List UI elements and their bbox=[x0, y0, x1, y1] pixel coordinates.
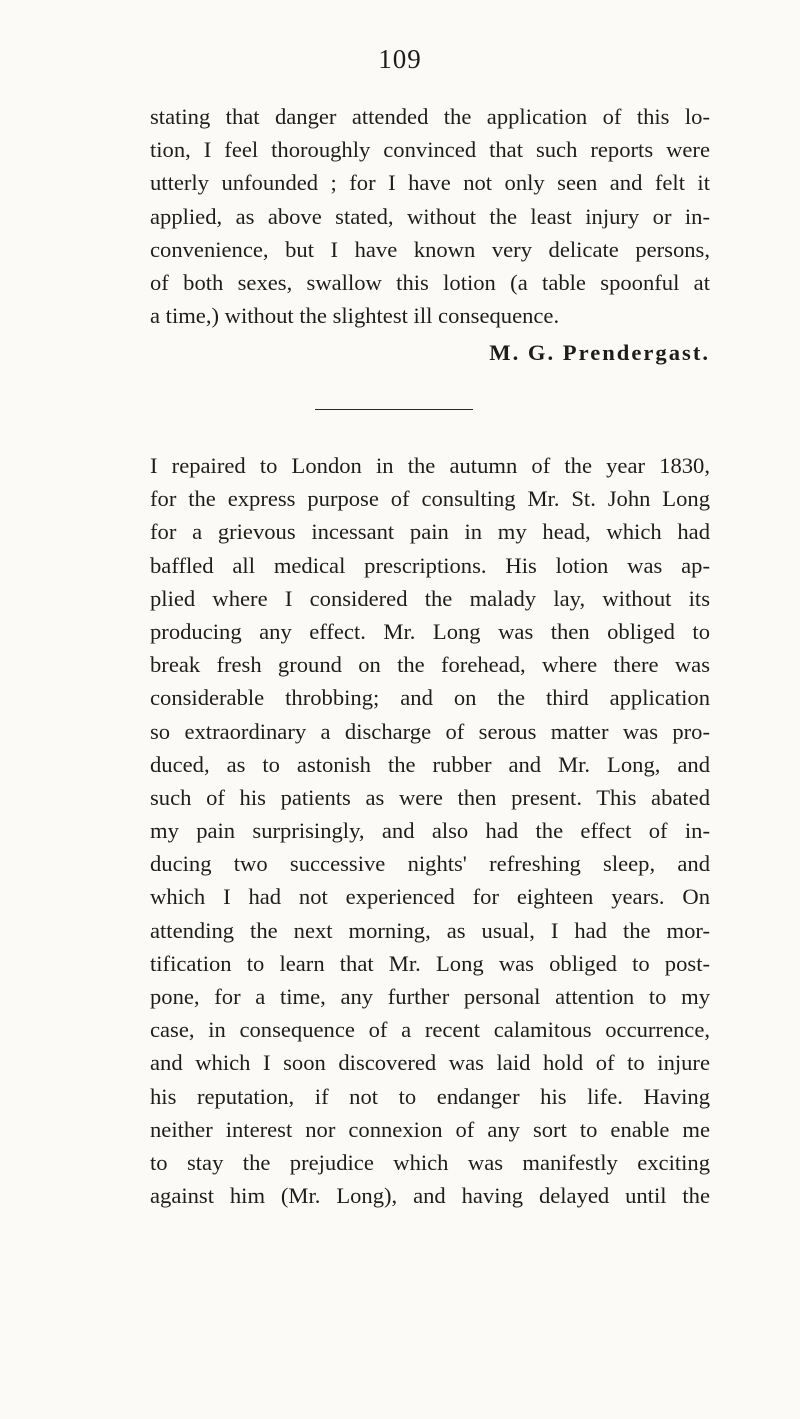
page-number: 109 bbox=[378, 44, 422, 74]
text-line: break fresh ground on the forehead, where there was bbox=[150, 652, 710, 678]
text-line: considerable throbbing; and on the third application bbox=[150, 685, 710, 711]
text-line: his reputation, if not to endanger his life. Having bbox=[150, 1083, 710, 1109]
text-line: so extraordinary a discharge of serous matter was pro- bbox=[150, 718, 710, 744]
text-line: tification to learn that Mr. Long was obliged to post- bbox=[150, 950, 710, 976]
text-line: plied where I considered the malady lay, without its bbox=[150, 585, 710, 611]
paragraph-1 bbox=[150, 100, 710, 332]
text-line: and which I soon discovered was laid hold of to injure bbox=[150, 1050, 710, 1076]
paragraph-2 bbox=[150, 449, 710, 1212]
text-line: duced, as to astonish the rubber and Mr. Long, and bbox=[150, 751, 710, 777]
text-line: to stay the prejudice which was manifestly exciting bbox=[150, 1149, 710, 1175]
text-line: my pain surprisingly, and also had the effect of in- bbox=[150, 818, 710, 844]
text-line: applied, as above stated, without the least injury or in- bbox=[150, 203, 710, 229]
text-line: a time,) without the slightest ill consequence. bbox=[150, 303, 560, 329]
text-line: case, in consequence of a recent calamitous occurrence, bbox=[150, 1017, 710, 1043]
text-line: convenience, but I have known very delicate persons, bbox=[150, 236, 710, 262]
text-line: utterly unfounded ; for I have not only seen and felt it bbox=[150, 170, 710, 196]
text-line: I repaired to London in the autumn of the year 1830, bbox=[150, 453, 710, 478]
text-line: of both sexes, swallow this lotion (a table spoonful at bbox=[150, 269, 710, 295]
text-line: producing any effect. Mr. Long was then obliged to bbox=[150, 618, 710, 644]
text-line: such of his patients as were then present. This abated bbox=[150, 784, 710, 810]
text-line: pone, for a time, any further personal attention to my bbox=[150, 984, 710, 1009]
text-line: attending the next morning, as usual, I had the mor- bbox=[150, 917, 710, 943]
text-line: against him (Mr. Long), and having delayed until the bbox=[150, 1183, 710, 1209]
text-line: baffled all medical prescriptions. His lotion was ap- bbox=[150, 552, 710, 578]
text-line: which I had not experienced for eighteen years. On bbox=[150, 884, 710, 910]
text-line: for the express purpose of consulting Mr. St. John Long bbox=[150, 486, 710, 512]
text-line: stating that danger attended the application of this lo- bbox=[150, 104, 710, 129]
text-line: tion, I feel thoroughly convinced that such reports were bbox=[150, 137, 710, 163]
text-line: ducing two successive nights' refreshing sleep, and bbox=[150, 851, 710, 877]
text-line: for a grievous incessant pain in my head, which had bbox=[150, 519, 710, 545]
section-divider bbox=[315, 409, 473, 410]
signature: M. G. Prendergast. bbox=[489, 340, 710, 365]
text-line: neither interest nor connexion of any sort to enable me bbox=[150, 1116, 710, 1142]
